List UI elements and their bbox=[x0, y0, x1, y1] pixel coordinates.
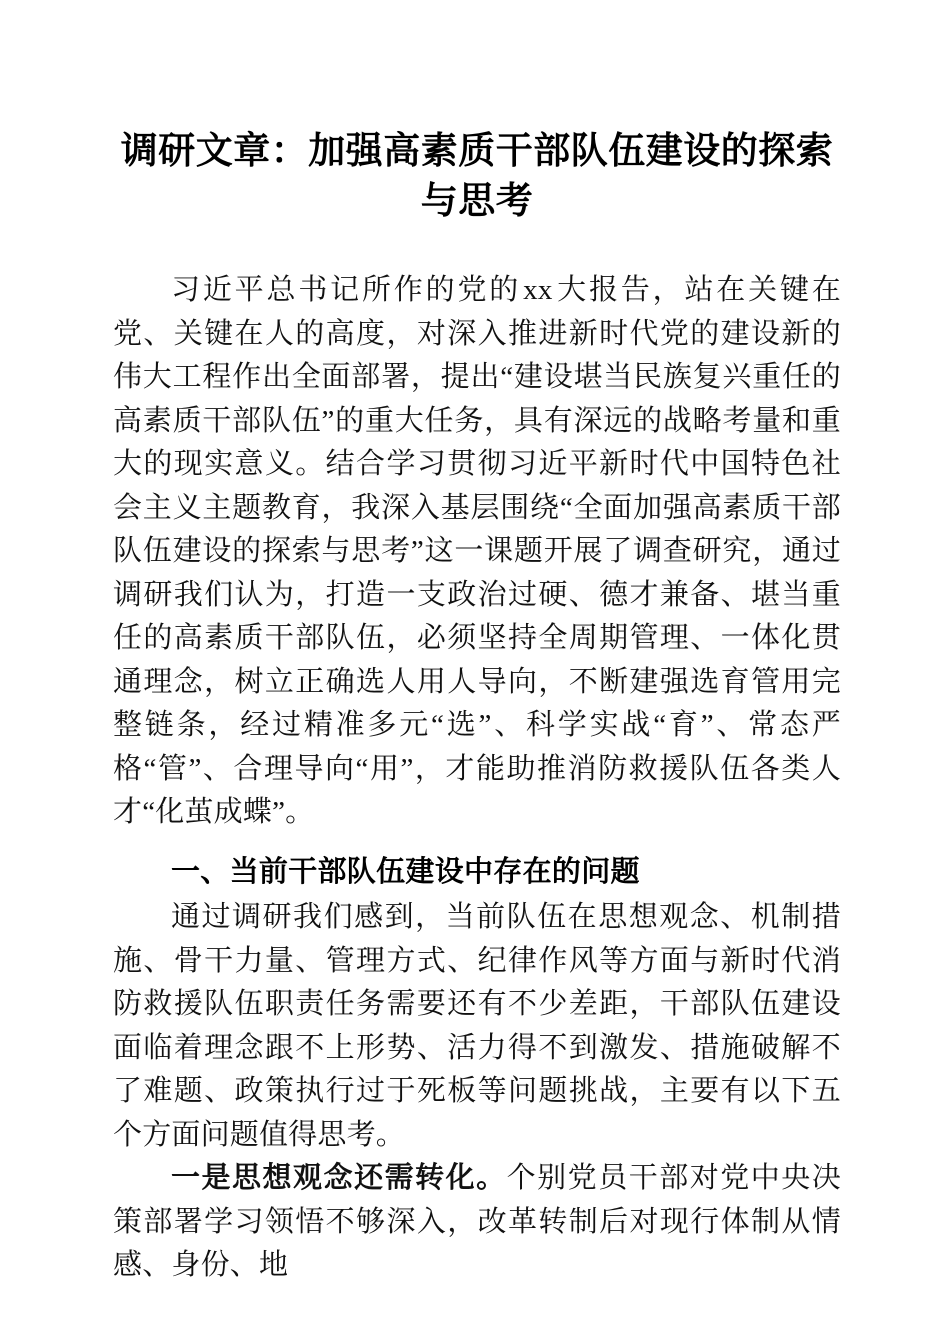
intro-latin-token: xx bbox=[523, 274, 553, 306]
document-body bbox=[113, 0, 841, 1288]
section-heading-1: 一、当前干部队伍建设中存在的问题 bbox=[171, 855, 640, 888]
problem-item-1-text: 个别党员干部对党中央决策部署学习领悟不够深入，改革转制后对现行体制从情感、身份、地 bbox=[113, 1162, 841, 1281]
intro-text-part-1: 习近平总书记所作的党的 bbox=[171, 274, 522, 306]
problems-overview-paragraph: 通过调研我们感到，当前队伍在思想观念、机制措施、骨干力量、管理方式、纪律作风等方面与新时代消防救援队伍职责任务需要还有不少差距，干部队伍建设面临着理念跟不上形势、活力得不到激发、措施破解不了难题、政策执行过于死板等问题挑战，主要有以下五个方面问题值得思考。 bbox=[113, 901, 841, 1151]
intro-paragraph bbox=[113, 269, 841, 835]
intro-text-part-2: 大报告，站在关键在党、关键在人的高度，对深入推进新时代党的建设新的伟大工程作出全面部署，提出“建设堪当民族复兴重任的高素质干部队伍”的重大任务，具有深远的战略考量和重大的现实意义。结合学习贯彻习近平新时代中国特色社会主义主题教育，我深入基层围绕“全面加强高素质干部队伍建设的探索与思考”这一课题开展了调查研究，通过调研我们认为，打造一支政治过硬、德才兼备、堪当重任的高素质干部队伍，必须坚持全周期管理、一体化贯通理念，树立正确选人用人导向，不断建强选育管用完整链条，经过精准多元“选”、科学实战“育”、常态严格“管”、合理导向“用”，才能助推消防救援队伍各类人才“化茧成蝶”。 bbox=[113, 274, 841, 828]
page-title: 调研文章：加强高素质干部队伍建设的探索与思考 bbox=[120, 131, 834, 222]
problem-item-1-lead: 一是思想观念还需转化。 bbox=[171, 1162, 507, 1194]
problem-item-1-paragraph bbox=[113, 1157, 841, 1288]
